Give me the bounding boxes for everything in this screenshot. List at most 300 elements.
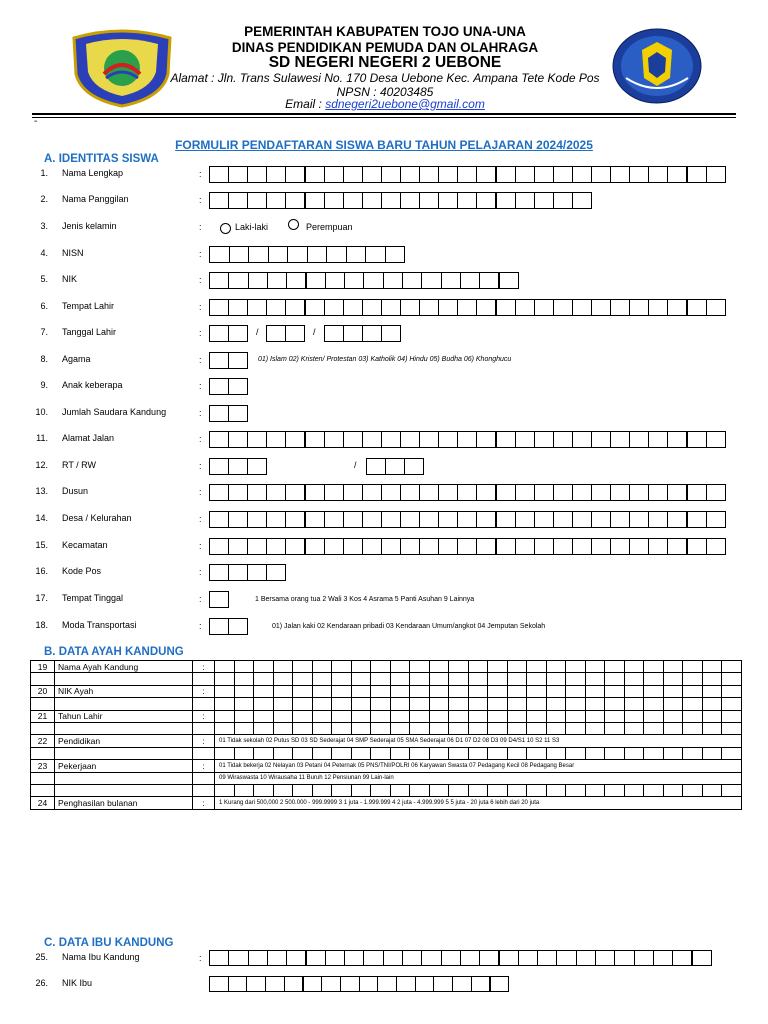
input-char-box[interactable]	[247, 192, 267, 209]
input-char-box[interactable]	[303, 976, 323, 992]
ayah-input-cell[interactable]	[527, 747, 547, 759]
input-char-box[interactable]	[518, 950, 538, 966]
ayah-input-cell[interactable]	[722, 710, 742, 722]
ayah-input-cell[interactable]	[624, 685, 644, 697]
input-char-box[interactable]	[452, 976, 472, 992]
ayah-input-cell[interactable]	[468, 784, 488, 796]
input-char-box[interactable]	[247, 564, 267, 581]
input-char-box[interactable]	[553, 166, 573, 183]
input-char-box[interactable]	[667, 299, 687, 316]
input-char-box[interactable]	[209, 564, 229, 581]
input-char-box[interactable]	[515, 192, 535, 209]
input-char-box[interactable]	[438, 192, 458, 209]
ayah-input-cell[interactable]	[488, 685, 508, 697]
input-char-box[interactable]	[706, 484, 726, 501]
ayah-input-cell[interactable]	[390, 698, 410, 710]
ayah-input-cell[interactable]	[332, 722, 352, 734]
input-char-box[interactable]	[324, 166, 344, 183]
input-char-box[interactable]	[285, 325, 305, 342]
ayah-input-cell[interactable]	[546, 685, 566, 697]
ayah-input-cell[interactable]	[683, 661, 703, 673]
input-char-box[interactable]	[362, 325, 382, 342]
input-char-box[interactable]	[576, 950, 596, 966]
input-char-box[interactable]	[209, 591, 229, 608]
input-char-box[interactable]	[433, 976, 453, 992]
ayah-input-cell[interactable]	[390, 747, 410, 759]
ayah-input-cell[interactable]	[488, 661, 508, 673]
input-char-box[interactable]	[537, 950, 557, 966]
ayah-input-cell[interactable]	[254, 698, 274, 710]
input-char-box[interactable]	[476, 299, 496, 316]
input-char-box[interactable]	[496, 484, 516, 501]
input-char-box[interactable]	[363, 272, 383, 289]
input-char-box[interactable]	[209, 352, 229, 369]
ayah-input-cell[interactable]	[702, 698, 722, 710]
input-char-box[interactable]	[441, 272, 461, 289]
input-char-box[interactable]	[515, 431, 535, 448]
ayah-input-cell[interactable]	[332, 661, 352, 673]
input-char-box[interactable]	[419, 511, 439, 528]
input-char-box[interactable]	[591, 538, 611, 555]
ayah-input-cell[interactable]	[351, 747, 371, 759]
ayah-input-cell[interactable]	[605, 784, 625, 796]
input-char-box[interactable]	[381, 484, 401, 501]
ayah-input-cell[interactable]	[234, 698, 254, 710]
input-char-box[interactable]	[228, 511, 248, 528]
ayah-input-cell[interactable]	[332, 685, 352, 697]
input-char-box[interactable]	[324, 431, 344, 448]
ayah-input-cell[interactable]	[585, 722, 605, 734]
ayah-input-cell[interactable]	[585, 673, 605, 685]
ayah-input-cell[interactable]	[663, 722, 683, 734]
input-char-box[interactable]	[595, 950, 615, 966]
ayah-input-cell[interactable]	[254, 722, 274, 734]
ayah-input-cell[interactable]	[468, 698, 488, 710]
input-char-box[interactable]	[499, 272, 519, 289]
ayah-input-cell[interactable]	[546, 698, 566, 710]
ayah-input-cell[interactable]	[332, 673, 352, 685]
ayah-input-cell[interactable]	[449, 661, 469, 673]
ayah-input-cell[interactable]	[702, 685, 722, 697]
input-char-box[interactable]	[479, 950, 499, 966]
input-char-box[interactable]	[629, 484, 649, 501]
input-char-box[interactable]	[209, 950, 229, 966]
input-char-box[interactable]	[381, 538, 401, 555]
ayah-input-cell[interactable]	[585, 685, 605, 697]
input-char-box[interactable]	[325, 950, 345, 966]
input-char-box[interactable]	[343, 166, 363, 183]
input-char-box[interactable]	[359, 976, 379, 992]
input-char-box[interactable]	[228, 378, 248, 395]
input-char-box[interactable]	[248, 246, 269, 263]
ayah-input-cell[interactable]	[312, 673, 332, 685]
input-char-box[interactable]	[572, 484, 592, 501]
ayah-input-cell[interactable]	[312, 685, 332, 697]
input-char-box[interactable]	[305, 431, 325, 448]
input-char-box[interactable]	[400, 431, 420, 448]
input-char-box[interactable]	[499, 950, 519, 966]
input-char-box[interactable]	[209, 484, 229, 501]
input-char-box[interactable]	[553, 431, 573, 448]
ayah-input-cell[interactable]	[351, 661, 371, 673]
ayah-input-cell[interactable]	[215, 784, 235, 796]
input-char-box[interactable]	[209, 976, 229, 992]
ayah-input-cell[interactable]	[429, 685, 449, 697]
ayah-input-cell[interactable]	[585, 784, 605, 796]
input-char-box[interactable]	[381, 325, 401, 342]
input-char-box[interactable]	[266, 299, 286, 316]
input-char-box[interactable]	[343, 192, 363, 209]
input-char-box[interactable]	[362, 538, 382, 555]
input-char-box[interactable]	[362, 192, 382, 209]
input-char-box[interactable]	[591, 431, 611, 448]
ayah-input-cell[interactable]	[449, 784, 469, 796]
input-char-box[interactable]	[287, 246, 308, 263]
ayah-input-cell[interactable]	[468, 685, 488, 697]
ayah-input-cell[interactable]	[605, 747, 625, 759]
input-char-box[interactable]	[366, 458, 386, 475]
ayah-input-cell[interactable]	[293, 784, 313, 796]
ayah-input-cell[interactable]	[644, 698, 664, 710]
input-char-box[interactable]	[325, 272, 345, 289]
ayah-input-cell[interactable]	[273, 698, 293, 710]
input-char-box[interactable]	[457, 484, 477, 501]
input-char-box[interactable]	[209, 192, 229, 209]
ayah-input-cell[interactable]	[527, 722, 547, 734]
ayah-input-cell[interactable]	[507, 698, 527, 710]
input-char-box[interactable]	[307, 246, 328, 263]
ayah-input-cell[interactable]	[566, 722, 586, 734]
ayah-input-cell[interactable]	[507, 784, 527, 796]
input-char-box[interactable]	[362, 511, 382, 528]
ayah-input-cell[interactable]	[449, 747, 469, 759]
ayah-input-cell[interactable]	[429, 722, 449, 734]
ayah-input-cell[interactable]	[234, 673, 254, 685]
ayah-input-cell[interactable]	[683, 722, 703, 734]
ayah-input-cell[interactable]	[624, 784, 644, 796]
input-char-box[interactable]	[381, 431, 401, 448]
input-char-box[interactable]	[248, 950, 268, 966]
input-char-box[interactable]	[305, 166, 325, 183]
ayah-input-cell[interactable]	[273, 722, 293, 734]
input-char-box[interactable]	[457, 431, 477, 448]
ayah-input-cell[interactable]	[390, 784, 410, 796]
ayah-input-cell[interactable]	[624, 673, 644, 685]
input-char-box[interactable]	[534, 484, 554, 501]
input-char-box[interactable]	[496, 538, 516, 555]
input-char-box[interactable]	[362, 484, 382, 501]
input-char-box[interactable]	[267, 950, 287, 966]
input-char-box[interactable]	[400, 166, 420, 183]
input-char-box[interactable]	[515, 511, 535, 528]
input-char-box[interactable]	[209, 511, 229, 528]
ayah-input-cell[interactable]	[507, 747, 527, 759]
input-char-box[interactable]	[228, 272, 248, 289]
input-char-box[interactable]	[706, 538, 726, 555]
input-char-box[interactable]	[534, 192, 554, 209]
ayah-input-cell[interactable]	[585, 747, 605, 759]
input-char-box[interactable]	[228, 458, 248, 475]
input-char-box[interactable]	[266, 325, 286, 342]
ayah-input-cell[interactable]	[390, 661, 410, 673]
ayah-input-cell[interactable]	[332, 710, 352, 722]
input-char-box[interactable]	[326, 246, 347, 263]
ayah-input-cell[interactable]	[371, 698, 391, 710]
input-char-box[interactable]	[496, 431, 516, 448]
input-char-box[interactable]	[460, 950, 480, 966]
ayah-input-cell[interactable]	[215, 722, 235, 734]
ayah-input-cell[interactable]	[546, 722, 566, 734]
input-char-box[interactable]	[687, 538, 707, 555]
input-char-box[interactable]	[402, 272, 422, 289]
ayah-input-cell[interactable]	[722, 661, 742, 673]
ayah-input-cell[interactable]	[488, 747, 508, 759]
input-char-box[interactable]	[457, 192, 477, 209]
ayah-input-cell[interactable]	[273, 747, 293, 759]
input-char-box[interactable]	[572, 538, 592, 555]
input-char-box[interactable]	[377, 976, 397, 992]
ayah-input-cell[interactable]	[702, 673, 722, 685]
ayah-input-cell[interactable]	[429, 784, 449, 796]
input-char-box[interactable]	[457, 538, 477, 555]
ayah-input-cell[interactable]	[293, 722, 313, 734]
ayah-input-cell[interactable]	[702, 722, 722, 734]
ayah-input-cell[interactable]	[722, 685, 742, 697]
ayah-input-cell[interactable]	[273, 784, 293, 796]
input-char-box[interactable]	[706, 431, 726, 448]
ayah-input-cell[interactable]	[254, 673, 274, 685]
input-char-box[interactable]	[438, 299, 458, 316]
input-char-box[interactable]	[457, 299, 477, 316]
input-char-box[interactable]	[553, 299, 573, 316]
input-char-box[interactable]	[476, 538, 496, 555]
input-char-box[interactable]	[672, 950, 692, 966]
input-char-box[interactable]	[209, 618, 229, 635]
input-char-box[interactable]	[381, 299, 401, 316]
ayah-input-cell[interactable]	[624, 710, 644, 722]
ayah-input-cell[interactable]	[371, 722, 391, 734]
ayah-input-cell[interactable]	[605, 685, 625, 697]
input-char-box[interactable]	[648, 511, 668, 528]
ayah-input-cell[interactable]	[605, 722, 625, 734]
ayah-input-cell[interactable]	[429, 661, 449, 673]
input-char-box[interactable]	[629, 511, 649, 528]
input-char-box[interactable]	[421, 950, 441, 966]
input-char-box[interactable]	[266, 484, 286, 501]
input-char-box[interactable]	[610, 299, 630, 316]
input-char-box[interactable]	[572, 299, 592, 316]
ayah-input-cell[interactable]	[624, 747, 644, 759]
ayah-input-cell[interactable]	[527, 710, 547, 722]
input-char-box[interactable]	[228, 564, 248, 581]
input-char-box[interactable]	[209, 246, 230, 263]
ayah-input-cell[interactable]	[254, 747, 274, 759]
input-char-box[interactable]	[305, 192, 325, 209]
input-char-box[interactable]	[385, 458, 405, 475]
ayah-input-cell[interactable]	[644, 661, 664, 673]
input-char-box[interactable]	[267, 272, 287, 289]
input-char-box[interactable]	[286, 272, 306, 289]
ayah-input-cell[interactable]	[371, 710, 391, 722]
input-char-box[interactable]	[285, 192, 305, 209]
ayah-input-cell[interactable]	[234, 722, 254, 734]
ayah-input-cell[interactable]	[449, 685, 469, 697]
input-char-box[interactable]	[228, 484, 248, 501]
input-char-box[interactable]	[476, 192, 496, 209]
input-char-box[interactable]	[305, 511, 325, 528]
input-char-box[interactable]	[268, 246, 289, 263]
ayah-input-cell[interactable]	[351, 673, 371, 685]
input-char-box[interactable]	[324, 192, 344, 209]
ayah-input-cell[interactable]	[390, 673, 410, 685]
input-char-box[interactable]	[285, 484, 305, 501]
ayah-input-cell[interactable]	[215, 710, 235, 722]
input-char-box[interactable]	[572, 166, 592, 183]
ayah-input-cell[interactable]	[410, 710, 430, 722]
input-char-box[interactable]	[285, 431, 305, 448]
input-char-box[interactable]	[419, 299, 439, 316]
gender-female-radio[interactable]	[288, 219, 299, 230]
input-char-box[interactable]	[228, 538, 248, 555]
input-char-box[interactable]	[248, 272, 268, 289]
input-char-box[interactable]	[457, 511, 477, 528]
input-char-box[interactable]	[419, 166, 439, 183]
input-char-box[interactable]	[209, 325, 229, 342]
ayah-input-cell[interactable]	[546, 747, 566, 759]
ayah-input-cell[interactable]	[546, 710, 566, 722]
input-char-box[interactable]	[515, 299, 535, 316]
input-char-box[interactable]	[228, 352, 248, 369]
ayah-input-cell[interactable]	[683, 673, 703, 685]
input-char-box[interactable]	[344, 950, 364, 966]
ayah-input-cell[interactable]	[644, 747, 664, 759]
ayah-input-cell[interactable]	[507, 722, 527, 734]
ayah-input-cell[interactable]	[215, 698, 235, 710]
ayah-input-cell[interactable]	[254, 685, 274, 697]
ayah-input-cell[interactable]	[644, 685, 664, 697]
ayah-input-cell[interactable]	[390, 710, 410, 722]
input-char-box[interactable]	[228, 325, 248, 342]
ayah-input-cell[interactable]	[371, 685, 391, 697]
ayah-input-cell[interactable]	[702, 747, 722, 759]
ayah-input-cell[interactable]	[663, 685, 683, 697]
ayah-input-cell[interactable]	[722, 698, 742, 710]
ayah-input-cell[interactable]	[527, 698, 547, 710]
input-char-box[interactable]	[496, 511, 516, 528]
ayah-input-cell[interactable]	[390, 722, 410, 734]
ayah-input-cell[interactable]	[605, 661, 625, 673]
input-char-box[interactable]	[460, 272, 480, 289]
ayah-input-cell[interactable]	[722, 673, 742, 685]
input-char-box[interactable]	[306, 950, 326, 966]
ayah-input-cell[interactable]	[390, 685, 410, 697]
ayah-input-cell[interactable]	[566, 747, 586, 759]
input-char-box[interactable]	[228, 950, 248, 966]
input-char-box[interactable]	[479, 272, 499, 289]
ayah-input-cell[interactable]	[663, 747, 683, 759]
input-char-box[interactable]	[228, 405, 248, 422]
input-char-box[interactable]	[553, 538, 573, 555]
input-char-box[interactable]	[396, 976, 416, 992]
ayah-input-cell[interactable]	[663, 784, 683, 796]
input-char-box[interactable]	[610, 538, 630, 555]
input-char-box[interactable]	[285, 511, 305, 528]
input-char-box[interactable]	[343, 538, 363, 555]
input-char-box[interactable]	[667, 538, 687, 555]
input-char-box[interactable]	[496, 166, 516, 183]
input-char-box[interactable]	[305, 538, 325, 555]
input-char-box[interactable]	[419, 538, 439, 555]
input-char-box[interactable]	[692, 950, 712, 966]
input-char-box[interactable]	[610, 431, 630, 448]
input-char-box[interactable]	[400, 299, 420, 316]
ayah-input-cell[interactable]	[410, 722, 430, 734]
ayah-input-cell[interactable]	[293, 710, 313, 722]
input-char-box[interactable]	[344, 272, 364, 289]
input-char-box[interactable]	[285, 299, 305, 316]
input-char-box[interactable]	[476, 166, 496, 183]
ayah-input-cell[interactable]	[468, 747, 488, 759]
input-char-box[interactable]	[266, 166, 286, 183]
ayah-input-cell[interactable]	[527, 685, 547, 697]
input-char-box[interactable]	[687, 299, 707, 316]
input-char-box[interactable]	[706, 299, 726, 316]
input-char-box[interactable]	[496, 192, 516, 209]
input-char-box[interactable]	[209, 431, 229, 448]
ayah-input-cell[interactable]	[566, 784, 586, 796]
input-char-box[interactable]	[515, 166, 535, 183]
ayah-input-cell[interactable]	[215, 747, 235, 759]
ayah-input-cell[interactable]	[663, 698, 683, 710]
input-char-box[interactable]	[706, 511, 726, 528]
input-char-box[interactable]	[687, 511, 707, 528]
input-char-box[interactable]	[385, 246, 406, 263]
ayah-input-cell[interactable]	[683, 784, 703, 796]
ayah-input-cell[interactable]	[585, 698, 605, 710]
input-char-box[interactable]	[438, 166, 458, 183]
ayah-input-cell[interactable]	[293, 661, 313, 673]
input-char-box[interactable]	[247, 458, 267, 475]
ayah-input-cell[interactable]	[468, 673, 488, 685]
ayah-input-cell[interactable]	[410, 747, 430, 759]
input-char-box[interactable]	[457, 166, 477, 183]
ayah-input-cell[interactable]	[312, 722, 332, 734]
input-char-box[interactable]	[667, 511, 687, 528]
ayah-input-cell[interactable]	[429, 698, 449, 710]
input-char-box[interactable]	[346, 246, 367, 263]
input-char-box[interactable]	[572, 431, 592, 448]
input-char-box[interactable]	[490, 976, 510, 992]
ayah-input-cell[interactable]	[566, 710, 586, 722]
ayah-input-cell[interactable]	[663, 661, 683, 673]
input-char-box[interactable]	[400, 538, 420, 555]
ayah-input-cell[interactable]	[410, 673, 430, 685]
ayah-input-cell[interactable]	[527, 784, 547, 796]
ayah-input-cell[interactable]	[351, 784, 371, 796]
ayah-input-cell[interactable]	[566, 698, 586, 710]
input-char-box[interactable]	[228, 299, 248, 316]
ayah-input-cell[interactable]	[488, 784, 508, 796]
input-char-box[interactable]	[324, 538, 344, 555]
ayah-input-cell[interactable]	[624, 698, 644, 710]
ayah-input-cell[interactable]	[605, 673, 625, 685]
input-char-box[interactable]	[284, 976, 304, 992]
ayah-input-cell[interactable]	[371, 661, 391, 673]
ayah-input-cell[interactable]	[683, 685, 703, 697]
input-char-box[interactable]	[247, 166, 267, 183]
ayah-input-cell[interactable]	[507, 673, 527, 685]
input-char-box[interactable]	[247, 431, 267, 448]
